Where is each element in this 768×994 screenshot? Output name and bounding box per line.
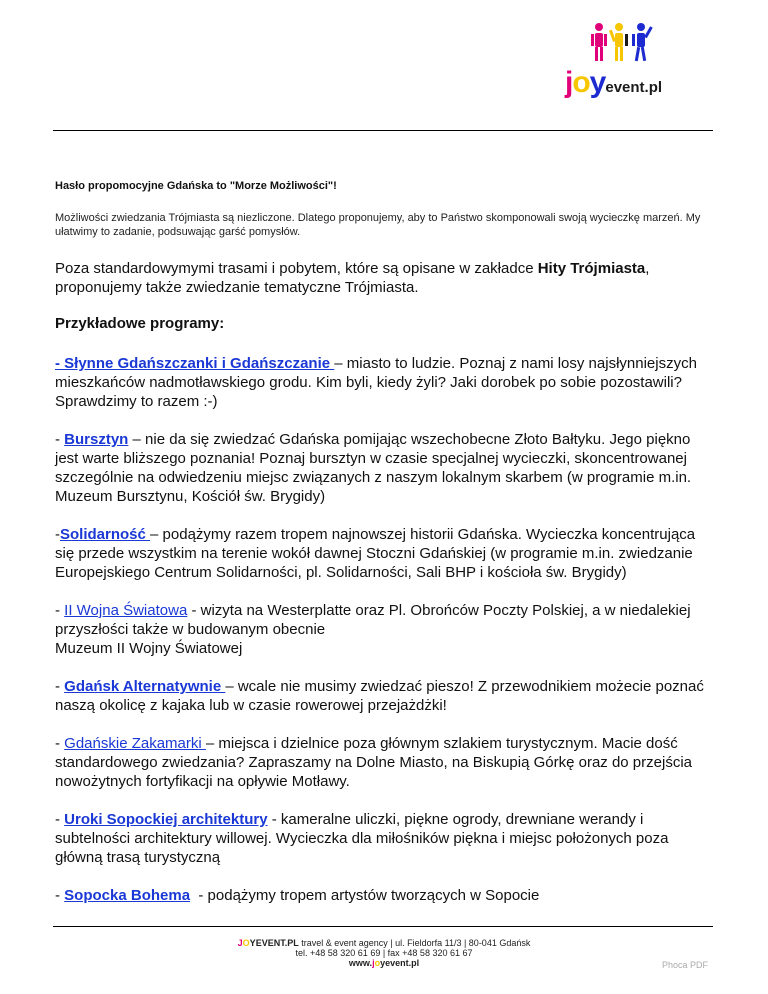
program-item-wojna: - II Wojna Światowa - wizyta na Westerplatte oraz Pl. Obrońców Poczty Polskiej, a w niedalekiej przyszłości także w budowanym obecnie Muzeum II Wojny Światowej [55, 602, 691, 657]
link-sopocka-bohema[interactable]: Sopocka Bohema [64, 887, 191, 904]
link-bursztyn[interactable]: Bursztyn [64, 431, 129, 448]
program-item-sopot-architektura: - Uroki Sopockiej architektury - kameralne uliczki, piękne ogrody, drewniane werandy i subtelności architektury willowej. Wycieczka dla miłośników piękna i miejsc położonych poza główną trasą turystyczną [55, 811, 669, 866]
section-title: Przykładowe programy: [55, 315, 225, 332]
link-zakamarki[interactable]: Gdańskie Zakamarki [64, 735, 206, 752]
program-item-alternatywnie: - Gdańsk Alternatywnie – wcale nie musimy zwiedzać pieszo! Z przewodnikiem możecie poznać naszą okolicę z kajaka lub w czasie rowerowej przejażdżki! [55, 678, 704, 714]
footer [0, 938, 768, 968]
footer-divider [53, 926, 713, 927]
people-figures-icon [587, 22, 667, 64]
program-item-gdanszczanie: - Słynne Gdańszczanki i Gdańszczanie – miasto to ludzie. Poznaj z nami losy najsłynniejszych mieszkańców nadmotławskiego grodu. Kim byli, kiedy żyli? Jaki dorobek po sobie pozostawili? Sprawdzimy to razem :-) [55, 355, 697, 410]
link-solidarnosc[interactable]: Solidarność [60, 526, 151, 543]
link-wojna[interactable]: II Wojna Światowa [64, 602, 188, 619]
phoca-pdf-label: Phoca PDF [662, 960, 709, 970]
logo-wordmark: joyevent.pl [565, 66, 663, 99]
link-alternatywnie[interactable]: Gdańsk Alternatywnie [64, 678, 226, 695]
program-item-zakamarki: - Gdańskie Zakamarki – miejsca i dzielnice poza głównym szlakiem turystycznym. Macie dość standardowego zwiedzania? Zapraszamy na Dolne Miasto, na Biskupią Górkę oraz do przejścia nowożytnych fortyfikacji na opływie Motławy. [55, 735, 692, 790]
joyevent-logo[interactable] [565, 22, 705, 114]
header-divider [53, 130, 713, 131]
headline: Hasło propomocyjne Gdańska to "Morze Możliwości"! [55, 180, 337, 192]
footer-line-2: tel. +48 58 320 61 69 | fax +48 58 320 61 67 [295, 948, 473, 958]
footer-website-link[interactable]: www.joyevent.pl [348, 958, 420, 968]
footer-line-1: JOYEVENT.PL travel & event agency | ul. Fieldorfa 11/3 | 80-041 Gdańsk [237, 938, 531, 948]
hity-trojmiasta-label: Hity Trójmiasta [537, 260, 646, 277]
main-content [55, 180, 715, 924]
link-gdanszczanie[interactable]: - Słynne Gdańszczanki i Gdańszczanie [55, 355, 335, 372]
lead-paragraph: Poza standardowymymi trasami i pobytem, które są opisane w zakładce Hity Trójmiasta, proponujemy także zwiedzanie tematyczne Trójmiasta. [55, 260, 650, 296]
link-sopot-architektura[interactable]: Uroki Sopockiej architektury [64, 811, 268, 828]
program-item-solidarnosc: -Solidarność – podążymy razem tropem najnowszej historii Gdańska. Wycieczka koncentrująca się przede wszystkim na terenie wokół dawnej Stoczni Gdańskiej (w programie m.in. zwiedzanie Europejskiego Centrum Solidarności, pl. Solidarności, Sali BHP i kościoła św. Brygidy) [55, 526, 696, 581]
intro-paragraph: Możliwości zwiedzania Trójmiasta są niezliczone. Dlatego proponujemy, aby to Państwo skomponowali swoją wycieczkę marzeń. My ułatwimy to zadanie, podsuwając garść pomysłów. [55, 212, 701, 238]
program-item-bursztyn: - Bursztyn – nie da się zwiedzać Gdańska pomijając wszechobecne Złoto Bałtyku. Jego piękno jest warte bliższego poznania! Poznaj bursztyn w czasie specjalnej wycieczki, skoncentrowanej szczególnie na odwiedzeniu miejsc związanych z naszym lokalnym skarbem (w programie m.in. Muzeum Bursztynu, Kościół św. Brygidy) [55, 431, 692, 505]
program-item-sopocka-bohema: - Sopocka Bohema - podążymy tropem artystów tworzących w Sopocie [55, 887, 540, 904]
